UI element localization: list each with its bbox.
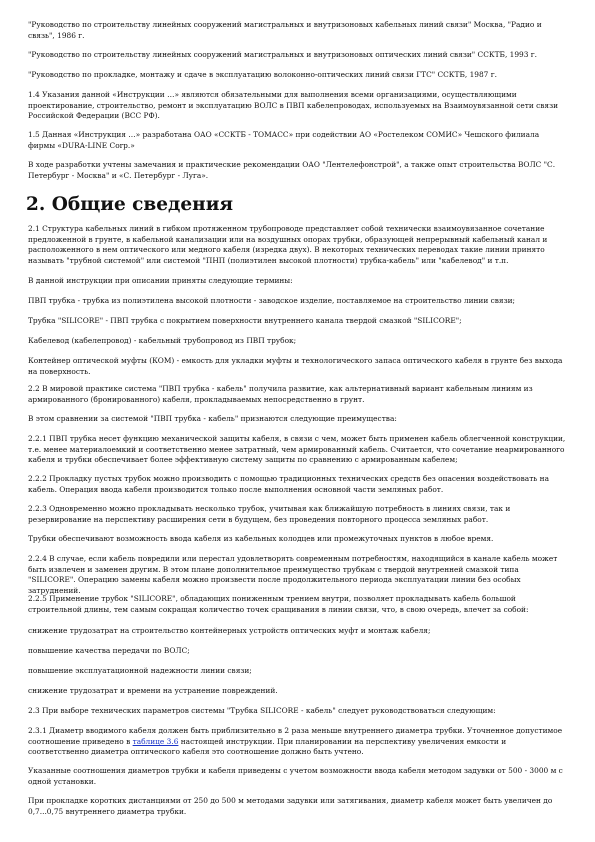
paragraph-1-5: 1.5 Данная «Инструкция …» разработана ОАО «ССКТБ - ТОМАСС» при содействии АО «Ростелеком СОМИС» Чешского филиала фирмы «DURA-LINE Corp.» [28,130,540,150]
section-title: 2. Общие сведения [26,194,234,215]
term-pvp-tube: ПВП трубка - трубка из полиэтилена высокой плотности - заводское изделие, поставляемое на строительство линии связи; [28,296,516,305]
paragraph-2-1: 2.1 Структура кабельных линий в гибком протяженном трубопроводе представляет собой технически взаимоувязанное сочетание предложенной в грунте, в кабельной канализации или на воздушных опорах трубки, образующей непрерывный кабельный канал и расположенного в нем оптического или медного кабеля (изредка двух). В некоторых технических переводах такие линии принято называть "трубной системой" или системой "ПНП (полиэтилен высокой плотности) трубка-кабель" или "кабелевод" и т.п. [28,224,548,265]
paragraph-2-2-2: 2.2.2 Прокладку пустых трубок можно производить с помощью традиционных технических средств без опасения воздействовать на кабель. Операция ввода кабеля производится только после выполнения основной части земляных работ. [28,474,549,494]
paragraph-2-3-1-start: 2.3.1 Диаметр вводимого кабеля должен быть приблизительно в 2 раза меньше внутреннего диаметра трубки. Уточненное допустимое соотношение приведено в [28,726,563,746]
table-3-6-link[interactable]: таблице 3.6 [132,736,179,746]
paragraph-1-6: В ходе разработки учтены замечания и практические рекомендации ОАО "Лентелефонстрой", а также опыт строительства ВОЛС "С. Петербург - Москва" и «С. Петербург - Луга». [28,160,556,180]
benefit-item: снижение трудозатрат и времени на устранение повреждений. [28,686,278,695]
term-container: Контейнер оптической муфты (КОМ) - емкость для укладки муфты и технологического запаса оптического кабеля в грунте без выхода на поверхность. [28,356,563,376]
paragraph-2-3: 2.3 При выборе технических параметров системы "Трубка SILICORE - кабель" следует руководствоваться следующим: [28,706,496,715]
paragraph-2-2-3: 2.2.3 Одновременно можно прокладывать несколько трубок, учитывая как ближайшую потребность в линиях связи, так и резервирование на перспективу расширения сети в будущем, без проведения повторного процесса земляных работ. [28,504,511,524]
reference-2: "Руководство по строительству линейных сооружений магистральных и внутризоновых оптических линий связи" ССКТБ, 1993 г. [28,50,538,59]
reference-3: "Руководство по прокладке, монтажу и сдаче в эксплуатацию волоконно-оптических линий связи ГТС" ССКТБ, 1987 г. [28,70,497,79]
paragraph-2-2-1: 2.2.1 ПВП трубка несет функцию механической защиты кабеля, в связи с чем, может быть применен кабель облегченной конструкции, т.е. менее материалоемкий и соответственно менее затратный, чем армированный кабель. Считается, что сочетание неармированного кабеля и трубки обеспечивает более эффективную систему защиты по сравнению с армированным кабелем; [28,434,566,465]
terms-intro: В данной инструкции при описании приняты следующие термины: [28,276,293,285]
ratio-note: Указанные соотношения диаметров трубки и кабеля приведены с учетом возможности ввода кабеля методом задувки от 500 - 3000 м с одной установки. [28,766,563,786]
reference-1: "Руководство по строительству линейных сооружений магистральных и внутризоновых кабельных линий связи" Москва, "Радио и связь", 1986 г. [28,20,542,40]
term-cable-duct: Кабелевод (кабелепровод) - кабельный трубопровод из ПВП трубок; [28,336,297,345]
benefit-item: снижение трудозатрат на строительство контейнерных устройств оптических муфт и монтаж кабеля; [28,626,431,635]
short-distance-note: При прокладке коротких дистанциями от 250 до 500 м методами задувки или затягивания, диаметр кабеля может быть увеличен до 0,7...0,75 внутреннего диаметра трубки. [28,796,553,816]
benefit-item: повышение эксплуатационной надежности линии связи; [28,666,252,675]
advantages-intro: В этом сравнении за системой "ПВП трубка - кабель" признаются следующие преимущества: [28,414,397,423]
supply-note: Трубки обеспечивают возможность ввода кабеля из кабельных колодцев или промежуточных пунктов в любое время. [28,534,494,543]
paragraph-2-2-5: 2.2.5 Применение трубок "SILICORE", обладающих пониженным трением внутри, позволяет прокладывать кабель большой строительной длины, тем самым сокращая количество точек сращивания в линии связи, что, в свою очередь, влечет за собой: [28,594,529,614]
paragraph-1-4: 1.4 Указания данной «Инструкции …» являются обязательными для выполнения всеми организациями, осуществляющими проектирование, строительство, ремонт и эксплуатацию ВОЛС в ПВП кабелепроводах, используемых на Взаимоувязанной сети связи Российской Федерации (ВСС РФ). [28,90,559,121]
term-silicore-tube: Трубка "SILICORE" - ПВП трубка с покрытием поверхности внутреннего канала твердой смазкой "SILICORE"; [28,316,462,325]
paragraph-2-3-1-end: настоящей инструкции. При планировании на перспективу увеличения емкости и соответственно диаметра оптического кабеля это соотношение должно быть учтено. [28,736,507,757]
paragraph-2-2-4: 2.2.4 В случае, если кабель повредили или перестал удовлетворять современным потребностям, находящийся в канале кабель может быть извлечен и заменен другим. В этом плане дополнительное преимущество трубкам с твердой внутренней смазкой типа "SILICORE". Операцию замены кабеля можно произвести после продолжительного периода эксплуатации линии без особых затруднений. [28,554,558,595]
benefit-item: повышение качества передачи по ВОЛС; [28,646,190,655]
paragraph-2-3-1 [28,726,568,758]
paragraph-2-2: 2.2 В мировой практике система "ПВП трубка - кабель" получила развитие, как альтернативный вариант кабельным линиям из армированного (бронированного) кабеля, прокладываемых непосредственно в грунт. [28,384,533,404]
